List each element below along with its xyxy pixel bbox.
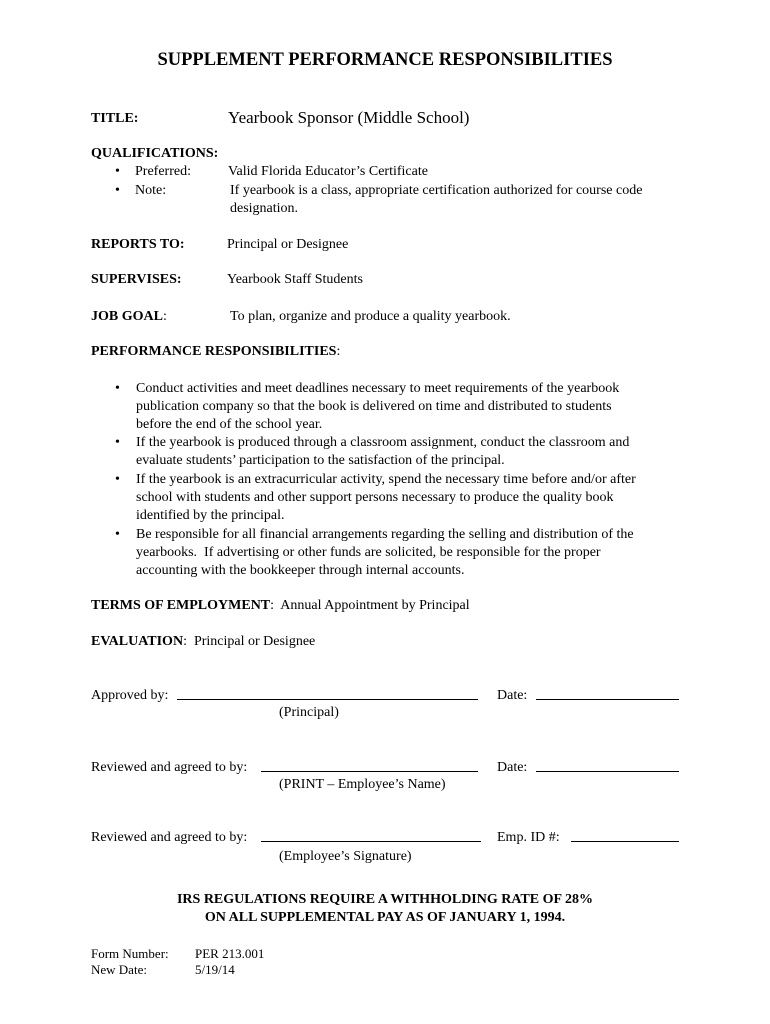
evaluation-value: Principal or Designee <box>193 634 316 649</box>
responsibility-4-line3: accounting with the bookkeeper through internal accounts. <box>136 563 465 578</box>
form-number-label: Form Number: <box>91 946 169 961</box>
reviewed-print-date-line[interactable] <box>536 771 679 772</box>
evaluation-colon: : <box>183 634 187 649</box>
page-title: SUPPLEMENT PERFORMANCE RESPONSIBILITIES <box>157 50 613 70</box>
responsibility-1-line2: publication company so that the book is delivered on time and distributed to students <box>136 399 612 414</box>
responsibility-4-line2: yearbooks. If advertising or other funds are solicited, be responsible for the proper <box>136 545 601 560</box>
qualification-preferred-label: Preferred: <box>135 164 191 179</box>
terms-row <box>91 597 470 615</box>
responsibility-3-line2: school with students and other support persons necessary to produce the quality book <box>136 490 614 505</box>
irs-notice-line1: IRS REGULATIONS REQUIRE A WITHHOLDING RATE OF 28% <box>176 892 594 907</box>
approved-date-line[interactable] <box>536 699 679 700</box>
performance-heading <box>91 343 340 361</box>
bullet-icon: • <box>115 164 120 179</box>
responsibility-2-line2: evaluate students’ participation to the satisfaction of the principal. <box>136 453 505 468</box>
terms-colon: : <box>270 598 275 613</box>
form-number-value: PER 213.001 <box>195 946 265 961</box>
terms-value: Annual Appointment by Principal <box>280 598 470 613</box>
supervises-value: Yearbook Staff Students <box>227 272 363 287</box>
terms-label: TERMS OF EMPLOYMENT <box>91 598 271 613</box>
responsibility-1-line1: Conduct activities and meet deadlines necessary to meet requirements of the yearbook <box>136 381 620 396</box>
responsibility-4-line1: Be responsible for all financial arrangements regarding the selling and distribution of the <box>136 527 634 542</box>
job-goal-value: To plan, organize and produce a quality yearbook. <box>230 309 511 324</box>
qualifications-label: QUALIFICATIONS: <box>91 146 219 161</box>
qualification-note-value-line1: If yearbook is a class, appropriate certification authorized for course code <box>230 183 643 198</box>
supervises-label: SUPERVISES: <box>91 272 182 287</box>
performance-label: PERFORMANCE RESPONSIBILITIES <box>91 344 337 359</box>
irs-notice-line2: ON ALL SUPPLEMENTAL PAY AS OF JANUARY 1, 1994. <box>204 910 566 925</box>
bullet-icon: • <box>115 435 120 450</box>
reviewed-print-date-label: Date: <box>497 760 528 775</box>
responsibility-1-line3: before the end of the school year. <box>136 417 323 432</box>
approved-by-label: Approved by: <box>91 688 169 703</box>
bullet-icon: • <box>115 527 120 542</box>
qualification-preferred-value: Valid Florida Educator’s Certificate <box>228 164 428 179</box>
job-goal-heading <box>91 308 167 326</box>
employee-name-line[interactable] <box>261 771 478 772</box>
job-goal-colon: : <box>162 309 167 324</box>
evaluation-row <box>91 633 315 651</box>
new-date-label: New Date: <box>91 962 147 977</box>
responsibility-3-line3: identified by the principal. <box>136 508 285 523</box>
performance-colon: : <box>336 344 341 359</box>
approved-date-label: Date: <box>497 688 528 703</box>
employee-signature-line[interactable] <box>261 841 481 842</box>
qualification-note-label: Note: <box>135 183 167 198</box>
reports-to-label: REPORTS TO: <box>91 237 185 252</box>
responsibility-2-line1: If the yearbook is produced through a classroom assignment, conduct the classroom and <box>136 435 630 450</box>
title-value: Yearbook Sponsor (Middle School) <box>228 108 470 127</box>
approved-by-signature-line[interactable] <box>177 699 478 700</box>
employee-name-caption: (PRINT – Employee’s Name) <box>279 777 446 792</box>
qualification-note-value-line2: designation. <box>230 201 299 216</box>
reviewed-sign-label: Reviewed and agreed to by: <box>91 830 248 845</box>
job-goal-label: JOB GOAL <box>91 309 163 324</box>
employee-id-label: Emp. ID #: <box>497 830 560 845</box>
evaluation-label: EVALUATION <box>91 634 184 649</box>
bullet-icon: • <box>115 472 120 487</box>
bullet-icon: • <box>115 381 120 396</box>
approved-by-caption: (Principal) <box>279 705 339 720</box>
reviewed-print-label: Reviewed and agreed to by: <box>91 760 248 775</box>
employee-id-line[interactable] <box>571 841 679 842</box>
reports-to-value: Principal or Designee <box>227 237 349 252</box>
bullet-icon: • <box>115 183 120 198</box>
new-date-value: 5/19/14 <box>195 962 235 977</box>
employee-signature-caption: (Employee’s Signature) <box>279 849 412 864</box>
responsibility-3-line1: If the yearbook is an extracurricular activity, spend the necessary time before and/or after <box>136 472 636 487</box>
title-label: TITLE: <box>91 111 139 126</box>
